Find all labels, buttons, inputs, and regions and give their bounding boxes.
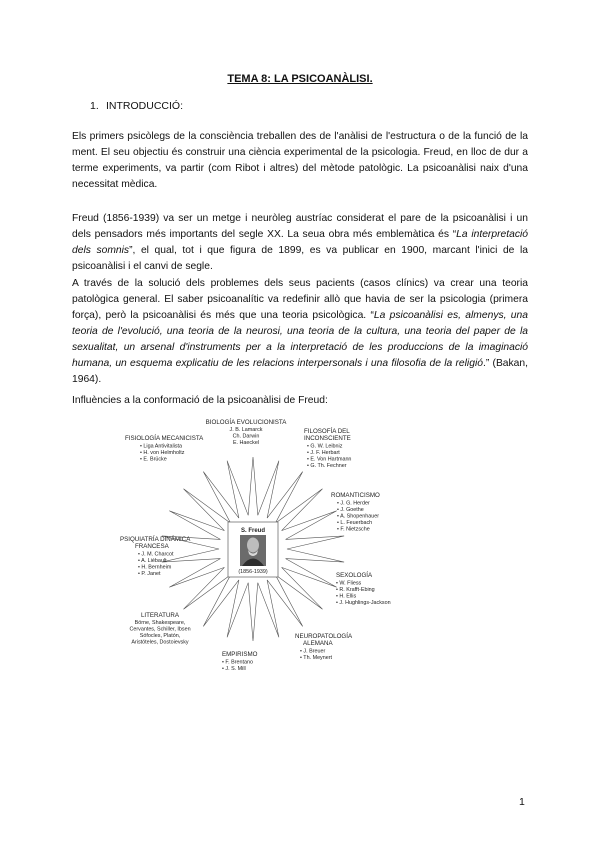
empirismo-heading: EMPIRISMO <box>222 651 258 658</box>
figure-caption: Influències a la conformació de la psicoanàlisi de Freud: <box>72 395 328 406</box>
theory-paragraph-text-end: .” (Bakan, 1964). <box>72 358 529 385</box>
psiquiatria-item: • J. M. Charcot <box>138 551 174 558</box>
page-title: TEMA 8: LA PSICOANÀLISI. <box>227 73 373 85</box>
psiquiatria-item: • H. Bernheim <box>138 564 172 571</box>
biologia-heading: BIOLOGÍA EVOLUCIONISTA <box>205 419 287 426</box>
romanticismo-item: • F. Nietzsche <box>337 526 370 533</box>
psiquiatria-item: • A. Liébault <box>138 558 167 564</box>
filosofia-heading: FILOSOFÍA DEL <box>304 428 350 435</box>
freud-dates: (1856-1939) <box>238 569 268 575</box>
filosofia-heading: INCONSCIENTE <box>304 435 351 442</box>
page-number: 1 <box>519 796 525 808</box>
section-number: 1. <box>90 100 99 112</box>
romanticismo-item: • A. Shopenhauer <box>337 513 380 520</box>
biologia-item: E. Haeckel <box>232 440 260 446</box>
sexologia-item: • H. Ellis <box>336 593 357 600</box>
sexologia-item: • J. Hughlings-Jackson <box>336 600 391 606</box>
filosofia-item: • G. W. Leibniz <box>307 443 343 450</box>
neuropatologia-item: • Th. Meynert <box>300 655 333 661</box>
book-title: La interpretació dels somnis <box>72 229 528 256</box>
neuropatologia-heading: ALEMANA <box>303 640 333 647</box>
freud-paragraph-text-start: Freud (1856-1939) va ser un metge i neuròleg austríac considerat el pare de la psicoanàlisi i un dels pensadors més importants del segle XX. La seua obra més emblemàtica és “ <box>72 213 528 240</box>
freud-name: S. Freud <box>240 528 266 534</box>
fisiologia-heading: FISIOLOGÍA MECANICISTA <box>125 435 204 442</box>
fisiologia-item: • E. Brücke <box>140 456 167 463</box>
freud-portrait-face <box>247 538 259 553</box>
theory-paragraph <box>72 276 528 388</box>
neuropatologia-heading: NEUROPATOLOGÍA <box>295 633 353 640</box>
freud-paragraph-text-end: ”, el qual, tot i que figura de 1899, es va publicar en 1900, marcant l'inici de la psicoanàlisi i el canvi de segle. <box>72 245 528 272</box>
section-heading <box>90 100 183 112</box>
theory-paragraph-text-start: A través de la solució dels problemes dels seus pacients (casos clínics) va crear una teoria patològica general. El saber psicoanalític va redefinir allò que havia de ser la psicologia (primera força), però la psicoanàlisi és més que una teoria psicològica. “ <box>72 278 528 321</box>
intro-paragraph: Els primers psicòlegs de la consciència treballen des de l'anàlisi de l'estructura o de la funció de la ment. El seu objectiu és construir una ciència experimental de la psicologia. Freud, en lloc de dur a terme experiments, va partir (com Ribot i altres) del mètode patològic. La psicoanàlisi naix d'una necessitat mèdica. <box>72 131 528 190</box>
empirismo-item: • F. Brentano <box>222 659 253 666</box>
biologia-item: J. B. Lamarck <box>229 427 263 433</box>
freud-influences-diagram <box>118 410 400 682</box>
section-label: INTRODUCCIÓ: <box>106 100 183 112</box>
fisiologia-item: • Liga Antivitalista <box>140 443 183 450</box>
romanticismo-item: • J. G. Herder <box>337 500 370 507</box>
psiquiatria-heading: PSIQUIATRÍA DINÁMICA <box>120 536 191 543</box>
literatura-item: Cervantes, Schiller, Ibsen <box>129 626 191 633</box>
biologia-item: Ch. Darwin <box>232 433 260 440</box>
filosofia-item: • E. Von Hartmann <box>307 456 352 463</box>
sexologia-heading: SEXOLOGÍA <box>336 572 373 579</box>
fisiologia-item: • H. von Helmholtz <box>140 450 185 456</box>
neuropatologia-item: • J. Breuer <box>300 648 326 655</box>
freud-paragraph <box>72 211 528 275</box>
psiquiatria-heading: FRANCESA <box>135 543 169 550</box>
bakan-quote: La psicoanàlisi es, almenys, una teoria de l'evolució, una teoria de la neurosi, una teoria de la cultura, una teoria del paper de la sexualitat, un arsenal d'instruments per a la interpretació de les produccions de la imaginació humana, un esquema explicatiu de les relacions interpersonals i una filosofia de la religió <box>72 310 528 369</box>
sexologia-item: • W. Fliess <box>336 580 362 587</box>
literatura-item: Aristóteles, Dostoievsky <box>131 639 189 646</box>
sexologia-item: • R. Krafft-Ebing <box>336 587 375 593</box>
literatura-item: Sófocles, Platón, <box>139 633 181 639</box>
filosofia-item: • G. Th. Fechner <box>307 463 347 469</box>
romanticismo-heading: ROMANTICISMO <box>331 492 380 499</box>
romanticismo-item: • J. Goethe <box>337 507 364 513</box>
romanticismo-item: • L. Feuerbach <box>337 520 373 526</box>
literatura-heading: LITERATURA <box>140 612 180 619</box>
psiquiatria-item: • P. Janet <box>138 571 161 577</box>
empirismo-item: • J. S. Mill <box>222 666 246 672</box>
filosofia-item: • J. F. Herbart <box>307 450 340 456</box>
literatura-item: Börne, Shakespeare, <box>134 620 186 626</box>
